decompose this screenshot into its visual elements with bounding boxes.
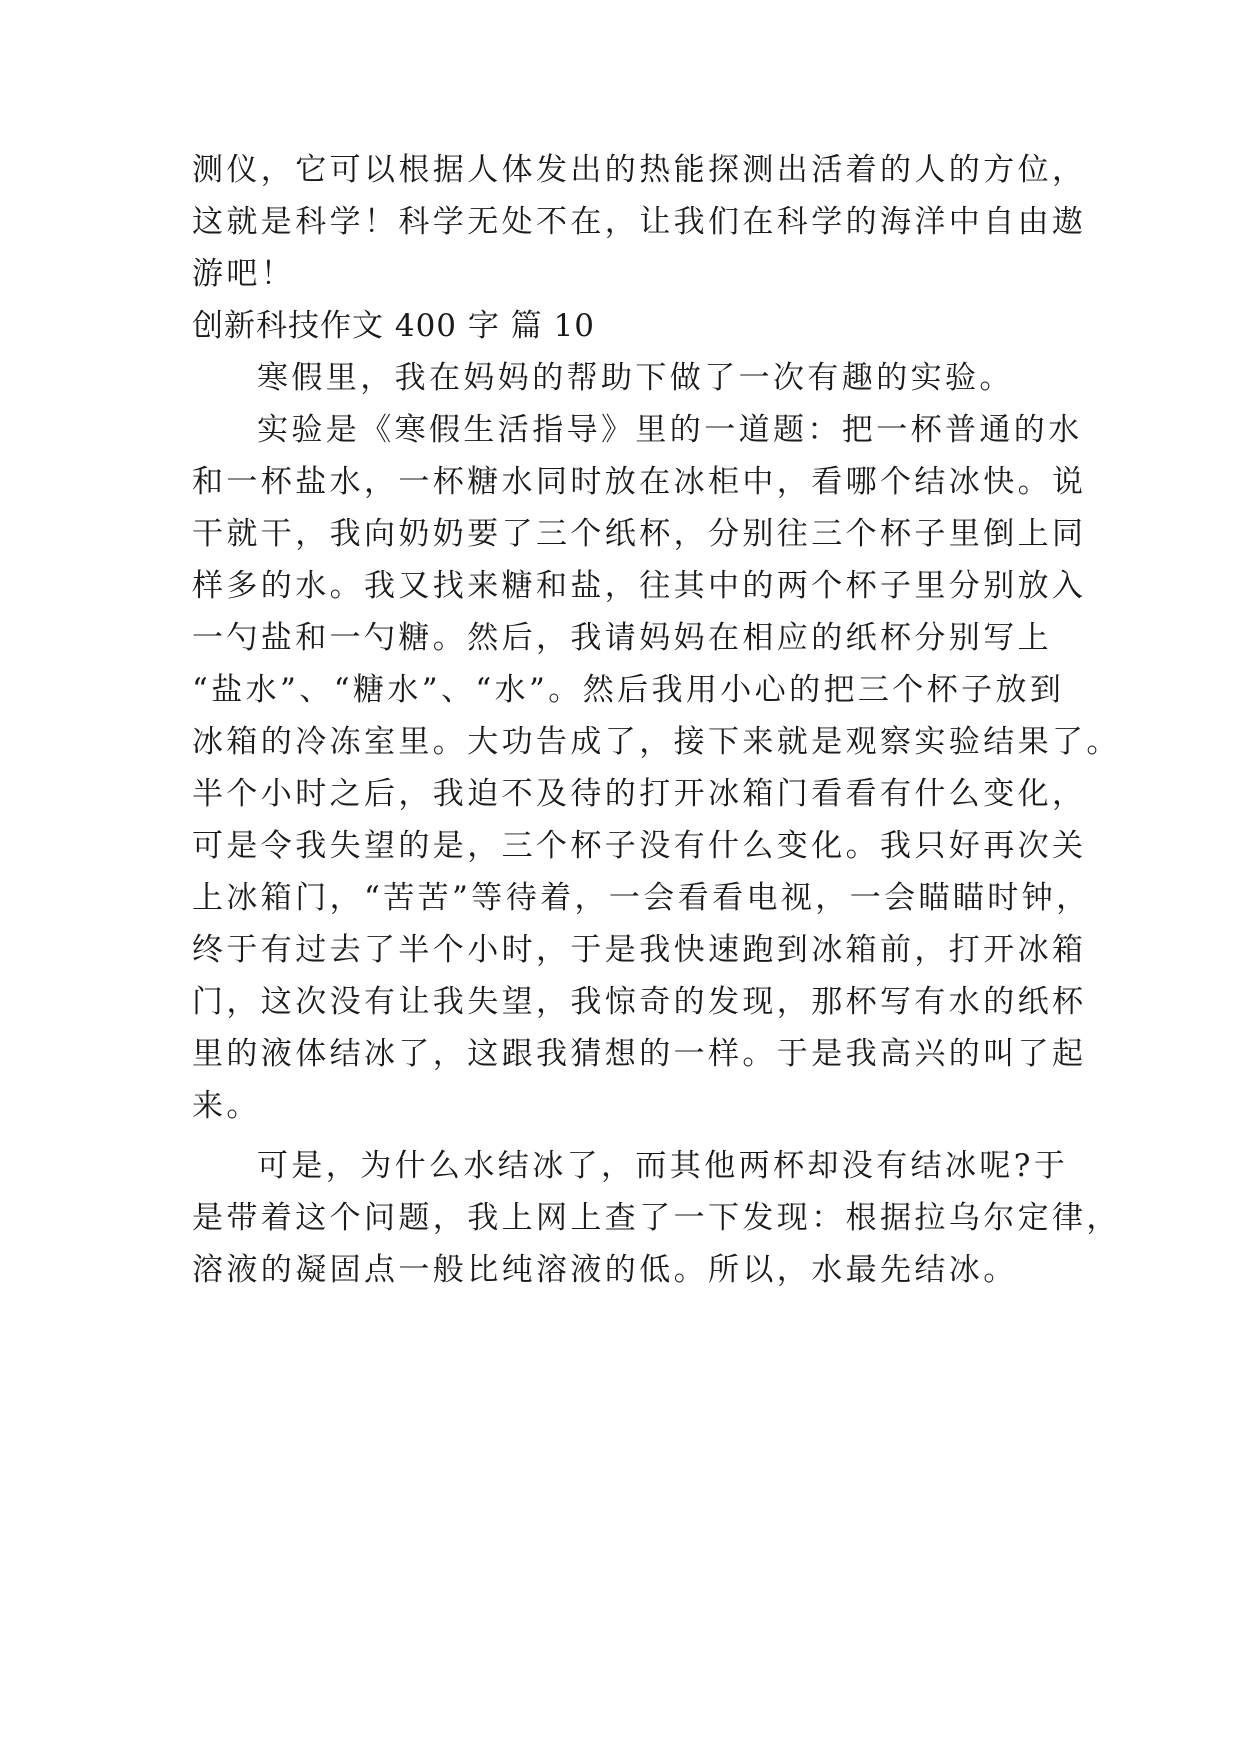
text-line: “盐水”、“糖水”、“水”。然后我用小心的把三个杯子放到 [192, 672, 1065, 708]
text-line: 半个小时之后，我迫不及待的打开冰箱门看看有什么变化， [192, 776, 1087, 812]
text-line: 可是，为什么水结冰了，而其他两杯却没有结冰呢?于 [257, 1148, 1069, 1184]
text-line: 可是令我失望的是，三个杯子没有什么变化。我只好再次关 [192, 828, 1087, 864]
text-line: 游吧！ [192, 256, 296, 292]
text-line: 测仪，它可以根据人体发出的热能探测出活着的人的方位， [192, 152, 1087, 188]
text-line: 上冰箱门，“苦苦”等待着，一会看看电视，一会瞄瞄时钟， [192, 880, 1091, 916]
text-line: 溶液的凝固点一般比纯溶液的低。所以，水最先结冰。 [192, 1252, 1018, 1288]
text-line: 来。 [192, 1088, 261, 1124]
text-line: 干就干，我向奶奶要了三个纸杯，分别往三个杯子里倒上同 [192, 516, 1087, 552]
text-line: 这就是科学！科学无处不在，让我们在科学的海洋中自由遨 [192, 204, 1087, 240]
text-line: 寒假里，我在妈妈的帮助下做了一次有趣的实验。 [257, 360, 1014, 396]
text-line: 样多的水。我又找来糖和盐，往其中的两个杯子里分别放入 [192, 568, 1087, 604]
text-line: 和一杯盐水，一杯糖水同时放在冰柜中，看哪个结冰快。说 [192, 464, 1087, 500]
section-heading: 创新科技作文 400 字 篇 10 [192, 308, 596, 344]
text-line: 是带着这个问题，我上网上查了一下发现：根据拉乌尔定律， [192, 1200, 1121, 1236]
text-line: 终于有过去了半个小时，于是我快速跑到冰箱前，打开冰箱 [192, 932, 1087, 968]
text-line: 冰箱的冷冻室里。大功告成了，接下来就是观察实验结果了。 [192, 724, 1121, 760]
text-line: 门，这次没有让我失望，我惊奇的发现，那杯写有水的纸杯 [192, 984, 1087, 1020]
text-line: 一勺盐和一勺糖。然后，我请妈妈在相应的纸杯分别写上 [192, 620, 1052, 656]
text-line: 里的液体结冰了，这跟我猜想的一样。于是我高兴的叫了起 [192, 1036, 1087, 1072]
text-line: 实验是《寒假生活指导》里的一道题：把一杯普通的水 [257, 412, 1083, 448]
